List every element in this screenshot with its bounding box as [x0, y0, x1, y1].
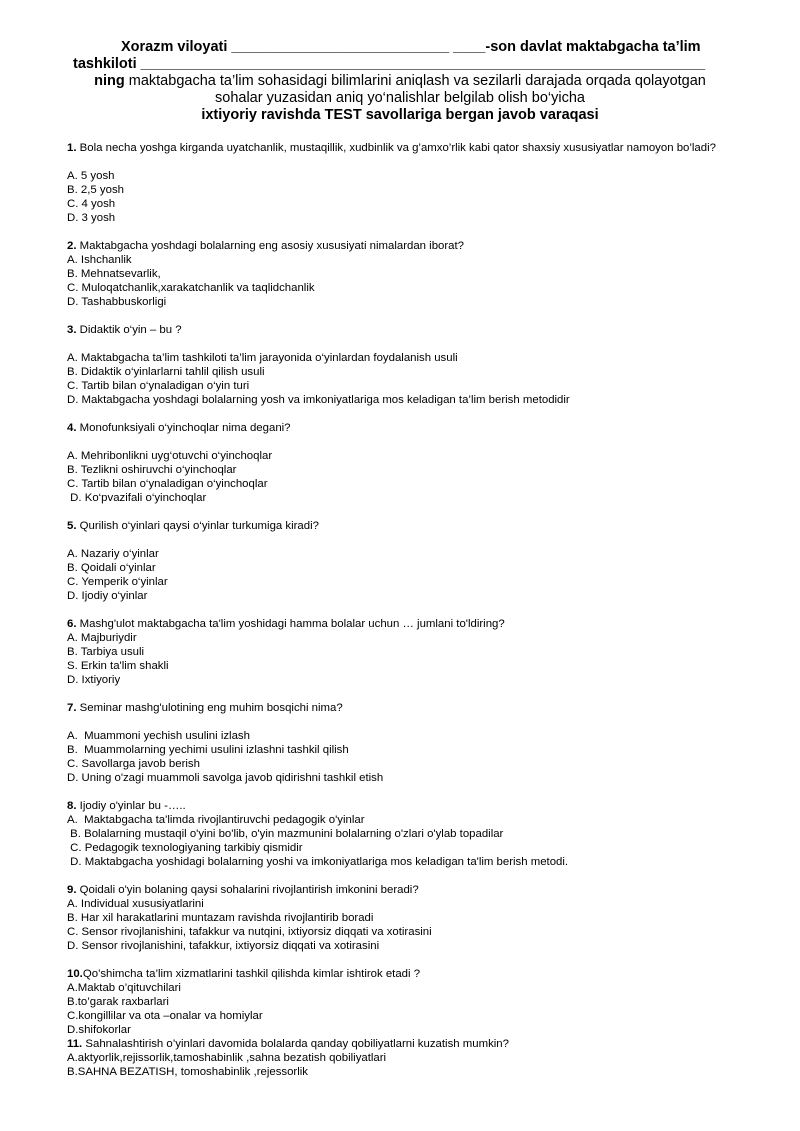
- option: D.shifokorlar: [67, 1024, 131, 1036]
- option: A. Nazariy o‘yinlar: [67, 548, 159, 560]
- question-1: [67, 141, 757, 155]
- option: C. 4 yosh: [67, 198, 116, 210]
- question-number: 2.: [67, 240, 77, 252]
- option: D. Ijodiy o‘yinlar: [67, 590, 148, 602]
- question-number: 5.: [67, 520, 77, 532]
- option: B. Tezlikni oshiruvchi o‘yinchoqlar: [67, 464, 237, 476]
- option: B. Har xil harakatlarini muntazam ravishda rivojlantirib boradi: [67, 912, 374, 924]
- option: S. Erkin ta'lim shakli: [67, 660, 169, 672]
- option: A. Mehribonlikni uyg‘otuvchi o‘yinchoqlar: [67, 450, 273, 462]
- option: B. 2,5 yosh: [67, 184, 124, 196]
- question-text: Maktabgacha yoshdagi bolalarning eng asosiy xususiyati nimalardan iborat?: [76, 240, 465, 252]
- option: D. Ko‘pvazifali o‘yinchoqlar: [67, 492, 207, 504]
- option: C. Tartib bilan o‘ynaladigan o‘yin turi: [67, 380, 250, 392]
- option: D. Tashabbuskorligi: [67, 296, 167, 308]
- question-10: [67, 967, 757, 981]
- option: A. Maktabgacha ta’lim tashkiloti ta’lim jarayonida o‘yinlardan foydalanish usuli: [67, 352, 458, 364]
- option: D. Ixtiyoriy: [67, 674, 121, 686]
- option: C.kongillilar va ota –onalar va homiylar: [67, 1010, 263, 1022]
- option: B. Qoidali o‘yinlar: [67, 562, 156, 574]
- option: A.Maktab o’qituvchilari: [67, 982, 181, 994]
- option: D. 3 yosh: [67, 212, 116, 224]
- option: D. Sensor rivojlanishini, tafakkur, ixtiyorsiz diqqati va xotirasini: [67, 940, 380, 952]
- option: C. Muloqatchanlik,xarakatchanlik va taqlidchanlik: [67, 282, 315, 294]
- option: D. Maktabgacha yoshdagi bolalarning yosh va imkoniyatlariga mos keladigan ta’lim berish metodidir: [67, 394, 570, 406]
- question-9: [67, 883, 757, 897]
- question-3: [67, 323, 757, 337]
- option: B. Didaktik o‘yinlarlarni tahlil qilish usuli: [67, 366, 265, 378]
- header-line-4: sohalar yuzasidan aniq yo‘nalishlar belgilab olish bo‘yicha: [215, 90, 585, 106]
- header-line-3: [0, 73, 800, 90]
- option: A. 5 yosh: [67, 170, 115, 182]
- option: B. Muammolarning yechimi usulini izlashni tashkil qilish: [67, 744, 349, 756]
- option: C. Yemperik o‘yinlar: [67, 576, 168, 588]
- questions-body: [67, 141, 757, 1079]
- header-line-2: tashkiloti ______________________________________________________________________: [73, 56, 706, 72]
- option: A. Ishchanlik: [67, 254, 132, 266]
- question-text: Sahnalashtirish o’yinlari davomida bolalarda qanday qobiliyatlarni kuzatish mumkin?: [82, 1038, 509, 1050]
- question-8: [67, 799, 757, 813]
- question-number: 4.: [67, 422, 77, 434]
- option: D. Uning o'zagi muammoli savolga javob qidirishni tashkil etish: [67, 772, 384, 784]
- question-number: 8.: [67, 800, 77, 812]
- question-text: Qurilish o‘yinlari qaysi o‘yinlar turkumiga kiradi?: [76, 520, 319, 532]
- question-5: [67, 519, 757, 533]
- question-number: 7.: [67, 702, 77, 714]
- option: B. Tarbiya usuli: [67, 646, 145, 658]
- question-number: 3.: [67, 324, 77, 336]
- option: B. Bolalarning mustaqil o'yini bo'lib, o'yin mazmunini bolalarning o'zlari o'ylab topadilar: [67, 828, 504, 840]
- option: A. Individual xususiyatlarini: [67, 898, 204, 910]
- question-text: Didaktik o‘yin – bu ?: [76, 324, 182, 336]
- question-number: 9.: [67, 884, 77, 896]
- option: B.SAHNA BEZATISH, tomoshabinlik ,rejessorlik: [67, 1066, 308, 1078]
- option: A. Muammoni yechish usulini izlash: [67, 730, 250, 742]
- header-line-1: Xorazm viloyati ___________________________ ____-son davlat maktabgacha ta’lim: [121, 39, 701, 55]
- question-text: Monofunksiyali o‘yinchoqlar nima degani?: [76, 422, 291, 434]
- question-number: 1.: [67, 142, 77, 154]
- header-line-3-text: maktabgacha ta’lim sohasidagi bilimlarini aniqlash va sezilarli darajada orqada qolayotgan: [124, 73, 706, 89]
- question-2: [67, 239, 757, 253]
- option: A. Majburiydir: [67, 632, 137, 644]
- question-text: Qoidali o'yin bolaning qaysi sohalarini rivojlantirish imkonini beradi?: [76, 884, 419, 896]
- header-line-5: ixtiyoriy ravishda TEST savollariga bergan javob varaqasi: [201, 107, 599, 123]
- question-number: 10.: [67, 968, 83, 980]
- question-text: Seminar mashg'ulotining eng muhim bosqichi nima?: [76, 702, 343, 714]
- question-6: [67, 617, 757, 631]
- question-text: Bola necha yoshga kirganda uyatchanlik, mustaqillik, xudbinlik va g’amxo’rlik kabi qator shaxsiy xususiyatlar namoyon bo’ladi?: [76, 142, 716, 154]
- question-text: Mashg'ulot maktabgacha ta'lim yoshidagi hamma bolalar uchun … jumlani to'ldiring?: [76, 618, 505, 630]
- question-number: 6.: [67, 618, 77, 630]
- question-number: 11.: [67, 1038, 83, 1050]
- question-4: [67, 421, 757, 435]
- option: B. Mehnatsevarlik,: [67, 268, 161, 280]
- option: B.to’garak raxbarlari: [67, 996, 169, 1008]
- question-text: Qo’shimcha ta’lim xizmatlarini tashkil qilishda kimlar ishtirok etadi ?: [82, 968, 421, 980]
- question-text: Ijodiy o'yinlar bu -…..: [76, 800, 186, 812]
- option: C. Tartib bilan o‘ynaladigan o‘yinchoqlar: [67, 478, 268, 490]
- option: C. Sensor rivojlanishini, tafakkur va nutqini, ixtiyorsiz diqqati va xotirasini: [67, 926, 432, 938]
- question-11: [67, 1037, 757, 1051]
- option: A. Maktabgacha ta'limda rivojlantiruvchi pedagogik o'yinlar: [67, 814, 365, 826]
- option: D. Maktabgacha yoshidagi bolalarning yoshi va imkoniyatlariga mos keladigan ta'lim berish metodi.: [67, 856, 569, 868]
- option: C. Pedagogik texnologiyaning tarkibiy qismidir: [67, 842, 303, 854]
- option: C. Savollarga javob berish: [67, 758, 200, 770]
- question-7: [67, 701, 757, 715]
- header-line-3-bold: ning: [94, 73, 125, 89]
- option: A.aktyorlik,rejissorlik,tamoshabinlik ,sahna bezatish qobiliyatlari: [67, 1052, 387, 1064]
